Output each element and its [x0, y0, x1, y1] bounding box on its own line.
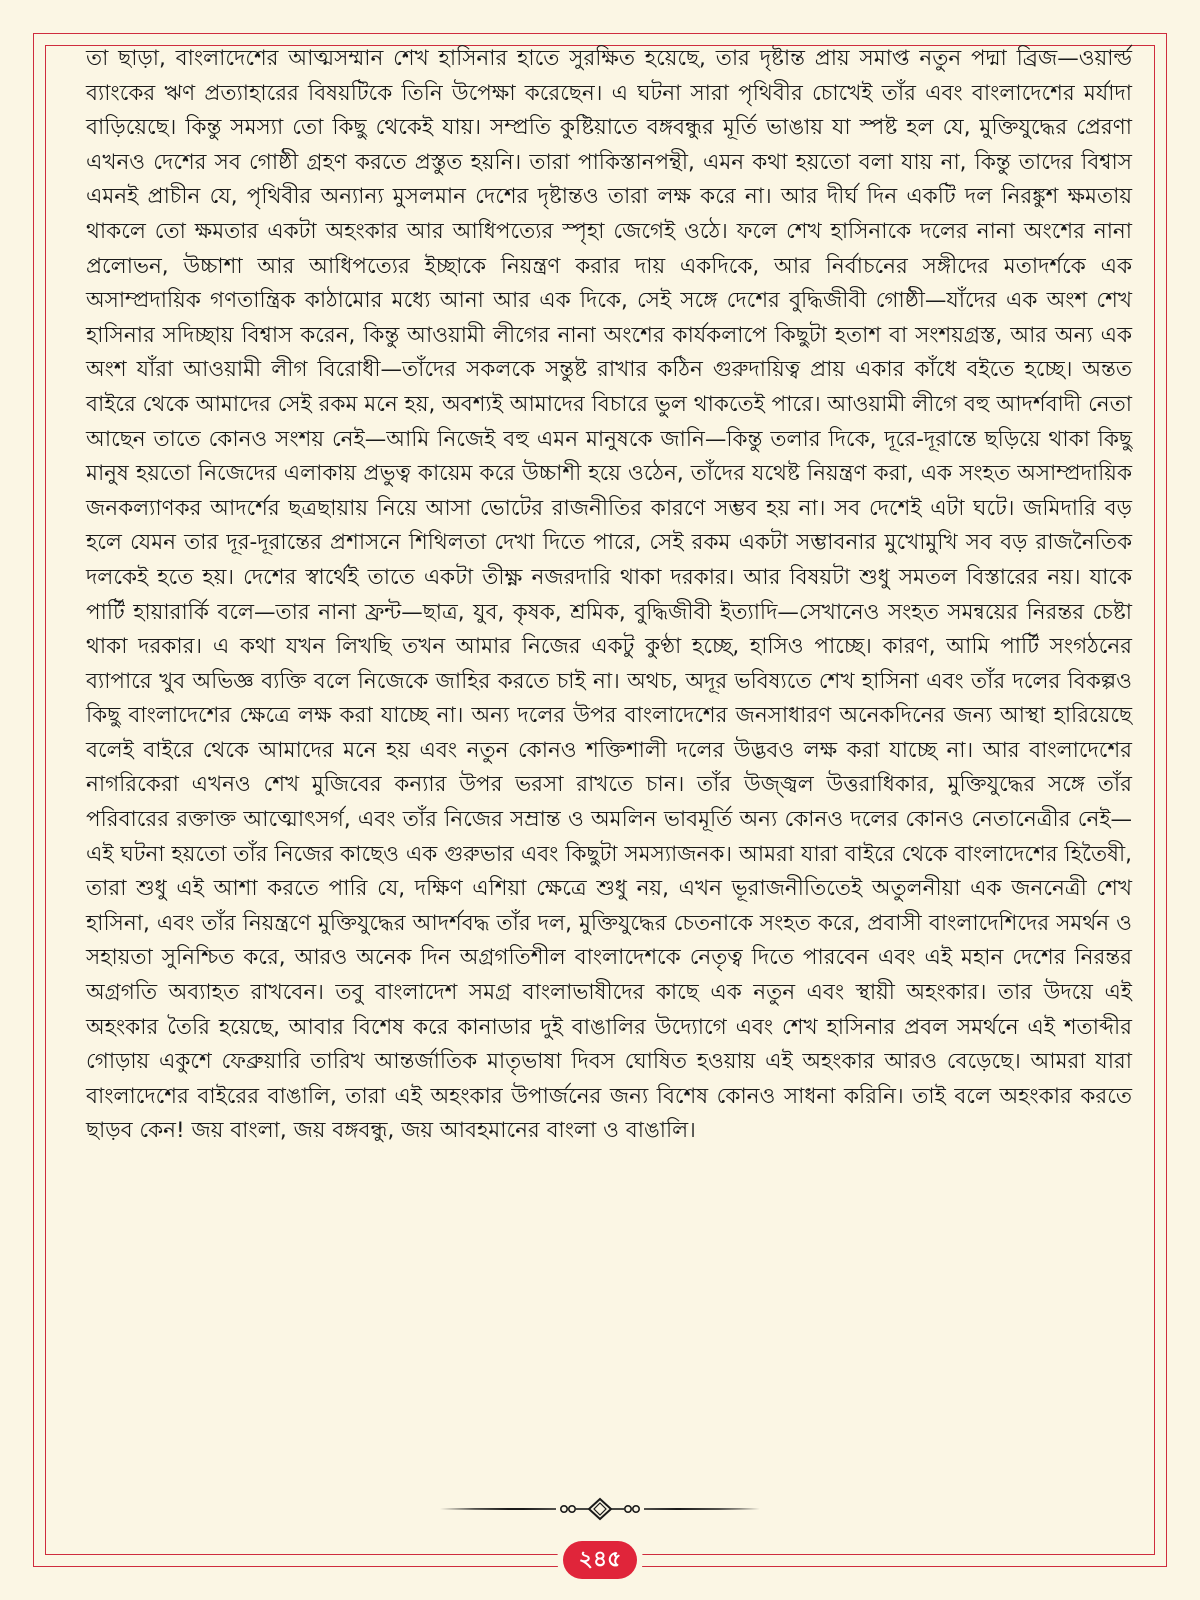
body-paragraph: তা ছাড়া, বাংলাদেশের আত্মসম্মান শেখ হাসিনার হাতে সুরক্ষিত হয়েছে, তার দৃষ্টান্ত প্রায় সমাপ্ত নতুন পদ্মা ব্রিজ—ওয়ার্ল্ড ব্যাংকের ঋণ প্রত্যাহারের বিষয়টিকে তিনি উপেক্ষা করেছেন। এ ঘটনা সারা পৃথিবীর চোখেই তাঁর এবং বাংলাদেশের মর্যাদা বাড়িয়েছে। কিন্তু সমস্যা তো কিছু থেকেই যায়। সম্প্রতি কুষ্টিয়াতে বঙ্গবন্ধুর মূর্তি ভাঙায় যা স্পষ্ট হল যে, মুক্তিযুদ্ধের প্রেরণা এখনও দেশের সব গোষ্ঠী গ্রহণ করতে প্রস্তুত হয়নি। তারা পাকিস্তানপন্থী, এমন কথা হয়তো বলা যায় না, কিন্তু তাদের বিশ্বাস এমনই প্রাচীন যে, পৃথিবীর অন্যান্য মুসলমান দেশের দৃষ্টান্তও তারা লক্ষ করে না। আর দীর্ঘ দিন একটি দল নিরঙ্কুশ ক্ষমতায় থাকলে তো ক্ষমতার একটা অহংকার আর আধিপত্যের স্পৃহা জেগেই ওঠে। ফলে শেখ হাসিনাকে দলের নানা অংশের নানা প্রলোভন, উচ্চাশা আর আধিপত্যের ইচ্ছাকে নিয়ন্ত্রণ করার দায় একদিকে, আর নির্বাচনের সঙ্গীদের মতাদর্শকে এক অসাম্প্রদায়িক গণতান্ত্রিক কাঠামোর মধ্যে আনা আর এক দিকে, সেই সঙ্গে দেশের বুদ্ধিজীবী গোষ্ঠী—যাঁদের এক অংশ শেখ হাসিনার সদিচ্ছায় বিশ্বাস করেন, কিন্তু আওয়ামী লীগের নানা অংশের কার্যকলাপে কিছুটা হতাশ বা সংশয়গ্রস্ত, আর অন্য এক অংশ যাঁরা আওয়ামী লীগ বিরোধী—তাঁদের সকলকে সন্তুষ্ট রাখার কঠিন গুরুদায়িত্ব প্রায় একার কাঁধে বইতে হচ্ছে। অন্তত বাইরে থেকে আমাদের সেই রকম মনে হয়, অবশ্যই আমাদের বিচারে ভুল থাকতেই পারে। আওয়ামী লীগে বহু আদর্শবাদী নেতা আছেন তাতে কোনও সংশয় নেই—আমি নিজেই বহু এমন মানুষকে জানি—কিন্তু তলার দিকে, দূরে-দূরান্তে ছড়িয়ে থাকা কিছু মানুষ হয়তো নিজেদের এলাকায় প্রভুত্ব কায়েম করে উচ্চাশী হয়ে ওঠেন, তাঁদের যথেষ্ট নিয়ন্ত্রণ করা, এক সংহত অসাম্প্রদায়িক জনকল্যাণকর আদর্শের ছত্রছায়ায় নিয়ে আসা ভোটের রাজনীতির কারণে সম্ভব হয় না। সব দেশেই এটা ঘটে। জমিদারি বড় হলে যেমন তার দূর-দূরান্তের প্রশাসনে শিথিলতা দেখা দিতে পারে, সেই রকম একটা সম্ভাবনার মুখোমুখি সব বড় রাজনৈতিক দলকেই হতে হয়। দেশের স্বার্থেই তাতে একটা তীক্ষ্ণ নজরদারি থাকা দরকার। আর বিষয়টা শুধু সমতল বিস্তারের নয়। যাকে পার্টি হায়ারার্কি বলে—তার নানা ফ্রন্ট—ছাত্র, যুব, কৃষক, শ্রমিক, বুদ্ধিজীবী ইত্যাদি—সেখানেও সংহত সমন্বয়ের নিরন্তর চেষ্টা থাকা দরকার। এ কথা যখন লিখছি তখন আমার নিজের একটু কুণ্ঠা হচ্ছে, হাসিও পাচ্ছে। কারণ, আমি পার্টি সংগঠনের ব্যাপারে খুব অভিজ্ঞ ব্যক্তি বলে নিজেকে জাহির করতে চাই না। অথচ, অদূর ভবিষ্যতে শেখ হাসিনা এবং তাঁর দলের বিকল্পও কিছু বাংলাদেশের ক্ষেত্রে লক্ষ করা যাচ্ছে না। অন্য দলের উপর বাংলাদেশের জনসাধারণ অনেকদিনের জন্য আস্থা হারিয়েছে বলেই বাইরে থেকে আমাদের মনে হয় এবং নতুন কোনও শক্তিশালী দলের উদ্ভবও লক্ষ করা যাচ্ছে না। আর বাংলাদেশের নাগরিকেরা এখনও শেখ মুজিবের কন্যার উপর ভরসা রাখতে চান। তাঁর উজ্জ্বল উত্তরাধিকার, মুক্তিযুদ্ধের সঙ্গে তাঁর পরিবারের রক্তাক্ত আত্মোৎসর্গ, এবং তাঁর নিজের সম্রান্ত ও অমলিন ভাবমূর্তি অন্য কোনও দলের কোনও নেতানেত্রীর নেই—এই ঘটনা হয়তো তাঁর নিজের কাছেও এক গুরুভার এবং কিছুটা সমস্যাজনক। আমরা যারা বাইরে থেকে বাংলাদেশের হিতৈষী, তারা শুধু এই আশা করতে পারি যে, দক্ষিণ এশিয়া ক্ষেত্রে শুধু নয়, এখন ভূরাজনীতিতেই অতুলনীয়া এক জননেত্রী শেখ হাসিনা, এবং তাঁর নিয়ন্ত্রণে মুক্তিযুদ্ধের আদর্শবদ্ধ তাঁর দল, মুক্তিযুদ্ধের চেতনাকে সংহত করে, প্রবাসী বাংলাদেশিদের সমর্থন ও সহায়তা সুনিশ্চিত করে, আরও অনেক দিন অগ্রগতিশীল বাংলাদেশকে নেতৃত্ব দিতে পারবেন এবং এই মহান দেশের নিরন্তর অগ্রগতি অব্যাহত রাখবেন। তবু বাংলাদেশ সমগ্র বাংলাভাষীদের কাছে এক নতুন এবং স্থায়ী অহংকার। তার উদয়ে এই অহংকার তৈরি হয়েছে, আবার বিশেষ করে কানাডার দুই বাঙালির উদ্যোগে এবং শেখ হাসিনার প্রবল সমর্থনে এই শতাব্দীর গোড়ায় একুশে ফেব্রুয়ারি তারিখ আন্তর্জাতিক মাতৃভাষা দিবস ঘোষিত হওয়ায় এই অহংকার আরও বেড়েছে। আমরা যারা বাংলাদেশের বাইরের বাঙালি, তারা এই অহংকার উপার্জনের জন্য বিশেষ কোনও সাধনা করিনি। তাই বলে অহংকার করতে ছাড়ব কেন! জয় বাংলা, জয় বঙ্গবন্ধু, জয় আবহমানের বাংলা ও বাঙালি। [86, 46, 1132, 1144]
divider-ornament-icon [440, 1494, 760, 1524]
page-number-badge [563, 1541, 637, 1579]
page-number: ২৪৫ [578, 1546, 622, 1572]
